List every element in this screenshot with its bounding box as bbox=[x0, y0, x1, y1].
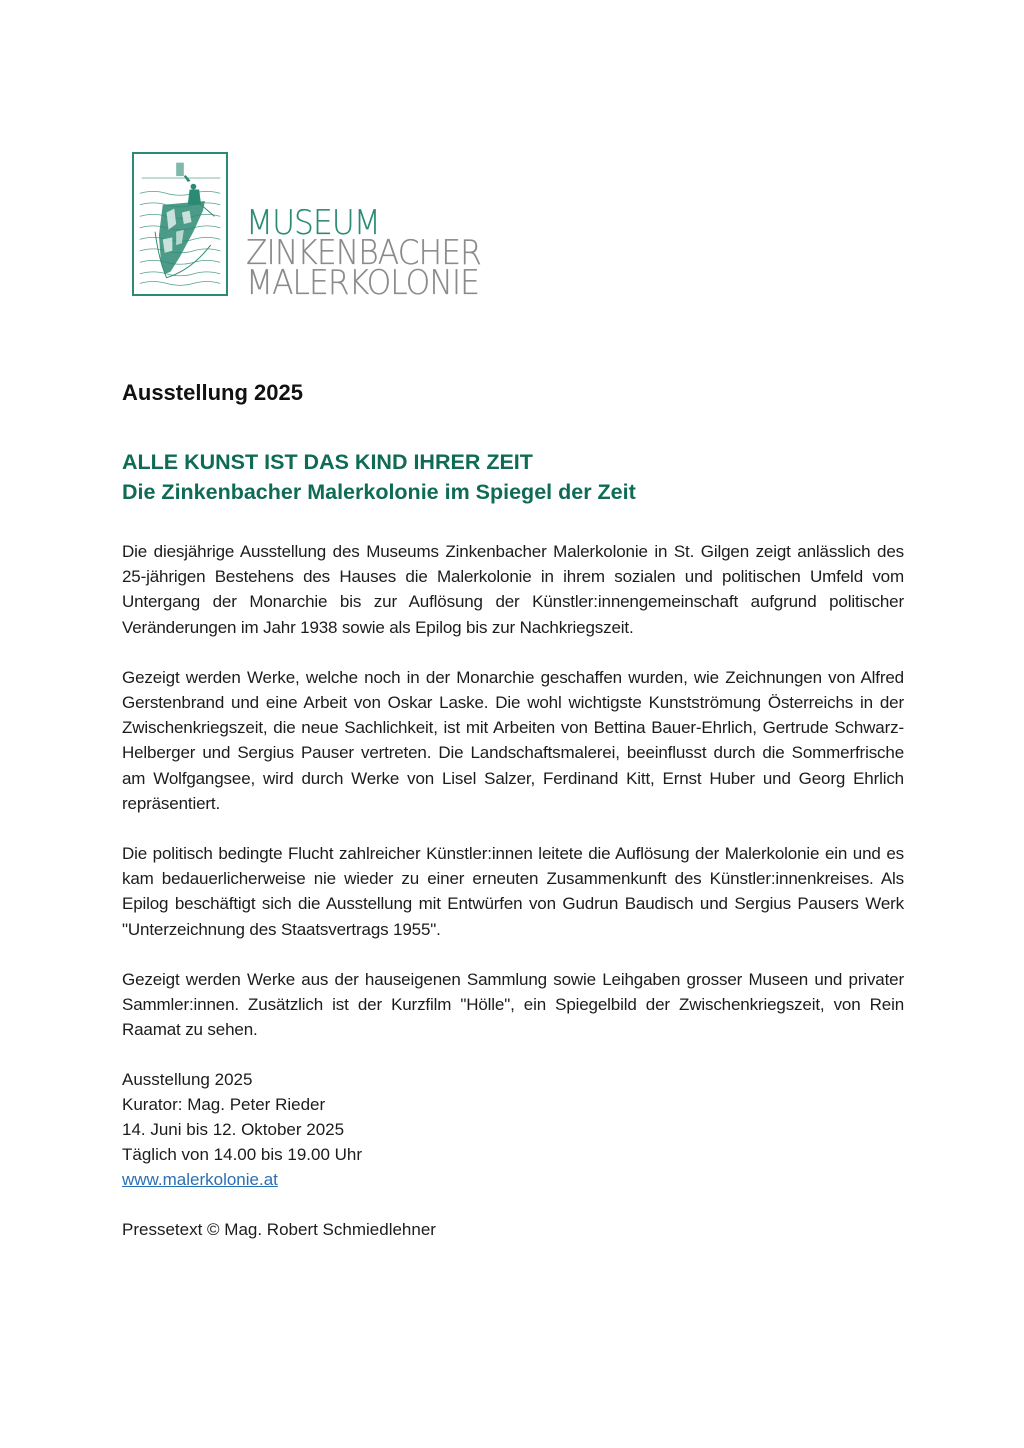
museum-wordmark bbox=[246, 203, 481, 303]
info-hours: Täglich von 14.00 bis 19.00 Uhr bbox=[122, 1145, 363, 1165]
page-subtitle: Die Zinkenbacher Malerkolonie im Spiegel der Zeit bbox=[122, 480, 636, 504]
press-release bbox=[122, 378, 904, 1242]
exhibition-info bbox=[122, 1067, 904, 1192]
paragraph-intro: Die diesjährige Ausstellung des Museums Zinkenbacher Malerkolonie in St. Gilgen zeigt anlässlich des 25-jährigen Bestehens des Hauses die Malerkolonie in ihrem sozialen und politischen Umfeld vom Untergang der Monarchie bis zur Auflösung der Künstler:innengemeinschaft aufgrund politischer Veränderungen im Jahr 1938 sowie als Epilog bis zur Nachkriegszeit. bbox=[122, 542, 904, 637]
paragraph-collection: Gezeigt werden Werke aus der hauseigenen Sammlung sowie Leihgaben grosser Museen und privater Sammler:innen. Zusätzlich ist der Kurzfilm "Hölle", ein Spiegelbild der Zwischenkriegszeit, von Rein Raamat zu sehen. bbox=[122, 969, 904, 1040]
info-curator: Kurator: Mag. Peter Rieder bbox=[122, 1095, 326, 1115]
info-title: Ausstellung 2025 bbox=[122, 1070, 253, 1090]
press-credit: Pressetext © Mag. Robert Schmiedlehner bbox=[122, 1220, 436, 1240]
museum-logo bbox=[132, 152, 501, 303]
paragraph-works: Gezeigt werden Werke, welche noch in der Monarchie geschaffen wurden, wie Zeichnungen von Alfred Gerstenbrand und eine Arbeit von Oskar Laske. Die wohl wichtigste Kunstströmung Österreichs in der Zwischenkriegszeit, die neue Sachlichkeit, ist mit Arbeiten von Bettina Bauer-Ehrlich, Gertrude Schwarz-Helberger und Sergius Pauser vertreten. Die Landschaftsmalerei, beeinflusst durch die Sommerfrische am Wolfgangsee, wird durch Werke von Lisel Salzer, Ferdinand Kitt, Ernst Huber und Georg Ehrlich repräsentiert. bbox=[122, 667, 904, 813]
boat-illustration-icon bbox=[132, 152, 228, 296]
info-dates: 14. Juni bis 12. Oktober 2025 bbox=[122, 1120, 345, 1140]
paragraph-epilog: Die politisch bedingte Flucht zahlreicher Künstler:innen leitete die Auflösung der Malerkolonie ein und es kam bedauerlicherweise nie wieder zu einer erneuten Zusammenkunft des Künstler:innenkreises. Als Epilog beschäftigt sich die Ausstellung mit Entwürfen von Gudrun Baudisch und Sergius Pausers Werk "Unterzeichnung des Staatsvertrags 1955". bbox=[122, 844, 904, 939]
wordmark-line-museum: MUSEUM bbox=[246, 203, 380, 243]
exhibition-kicker: Ausstellung 2025 bbox=[122, 380, 303, 405]
website-link[interactable]: www.malerkolonie.at bbox=[122, 1170, 278, 1190]
page-title: ALLE KUNST IST DAS KIND IHRER ZEIT bbox=[122, 450, 533, 474]
wordmark-line-zinkenbacher: ZINKENBACHER bbox=[246, 233, 481, 273]
wordmark-line-malerkolonie: MALERKOLONIE bbox=[246, 263, 480, 303]
